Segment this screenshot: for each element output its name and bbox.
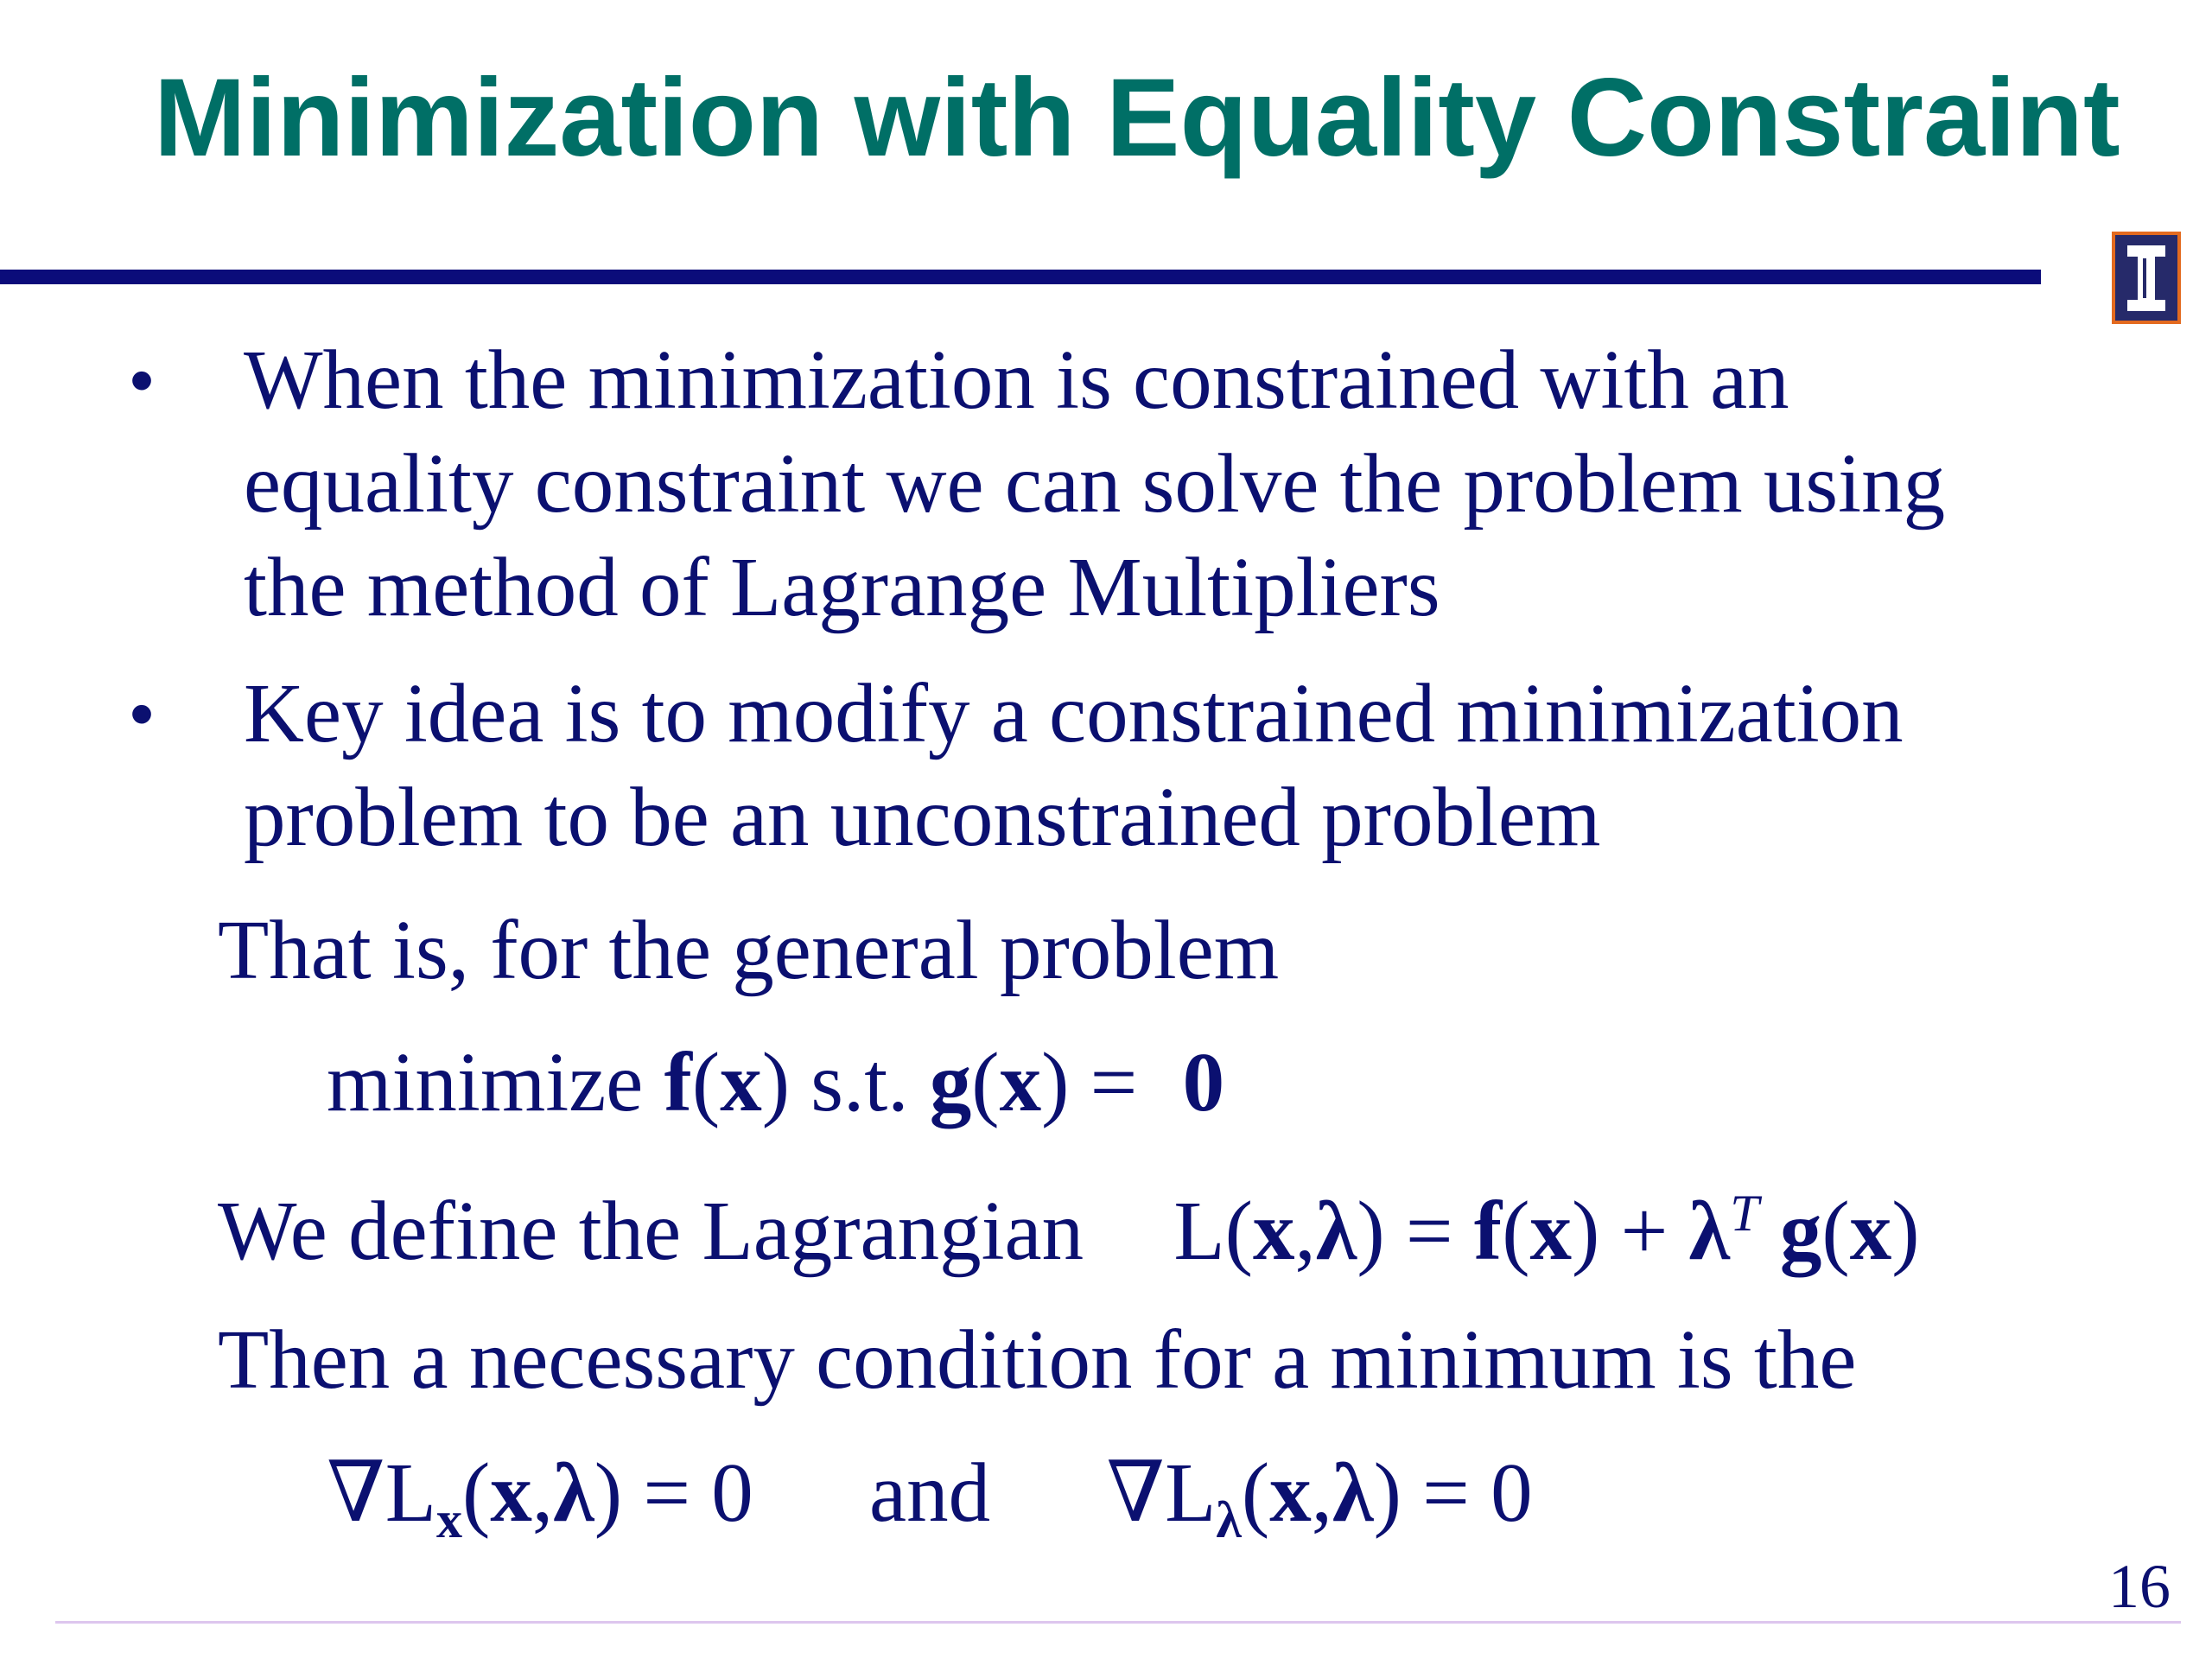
bullet-marker: •	[130, 675, 155, 752]
plus-sign: +	[1620, 1185, 1669, 1277]
lambda-symbol: λ	[553, 1446, 594, 1539]
variable-x: x	[490, 1446, 532, 1539]
transpose-T: T	[1730, 1184, 1759, 1243]
subject-to: s.t.	[810, 1036, 909, 1128]
page-number: 16	[2108, 1552, 2171, 1621]
gradient-L: ∇L	[327, 1446, 436, 1539]
constraint-g: g	[929, 1036, 972, 1128]
general-problem-intro: That is, for the general problem	[218, 904, 1280, 996]
minimize-word: minimize	[327, 1036, 644, 1128]
lambda-symbol: λ	[1332, 1446, 1374, 1539]
variable-x: x	[1849, 1185, 1892, 1277]
variable-x: x	[720, 1036, 762, 1128]
bullet-text: Key idea is to modify a constrained minimization problem to be an unconstrained problem	[244, 667, 1904, 863]
necessary-condition-intro: Then a necessary condition for a minimum is the	[218, 1313, 1857, 1406]
slide-title: Minimization with Equality Constraint	[154, 56, 2120, 180]
minimize-equation: minimize f(x) s.t. g(x) = 0	[327, 1036, 1225, 1128]
zero-vector: 0	[1182, 1036, 1225, 1128]
and-word: and	[869, 1446, 991, 1539]
subscript-x: x	[435, 1491, 463, 1550]
footer-divider	[55, 1621, 2181, 1624]
gradient-L: ∇L	[1106, 1446, 1217, 1539]
define-text: We define the Lagrangian	[218, 1185, 1084, 1277]
equals-zero: = 0	[643, 1446, 753, 1539]
lagrangian-definition: We define the Lagrangian $L(x,\lambda) = f(x) + \lambda^T$ g(x)	[218, 1184, 1920, 1277]
variable-x: x	[1269, 1446, 1312, 1539]
bullet-item-key-idea	[130, 662, 2039, 869]
variable-x: x	[1252, 1185, 1295, 1277]
illinois-block-i-logo-icon	[2112, 232, 2181, 324]
bullet-text: When the minimization is constrained with an equality constraint we can solve the problem using the method of Lagrange Multipliers	[244, 334, 1946, 633]
block-i-glyph	[2115, 235, 2177, 321]
constraint-g: g	[1779, 1185, 1822, 1277]
variable-x: x	[999, 1036, 1042, 1128]
objective-f: f	[1473, 1185, 1503, 1277]
equals-zero: = 0	[1422, 1446, 1533, 1539]
lambda-symbol: λ	[1315, 1185, 1357, 1277]
lagrangian-L: L	[1173, 1185, 1225, 1277]
title-divider	[0, 270, 2041, 284]
necessary-condition-equations: $\nabla L_x(x,\lambda) = 0$ and $\nabla L_\lambda(x,\lambda) = 0$	[327, 1446, 1533, 1550]
equals-sign: =	[1090, 1036, 1138, 1128]
bullet-marker: •	[130, 341, 155, 418]
variable-x: x	[1529, 1185, 1573, 1277]
equals-sign: =	[1405, 1185, 1453, 1277]
bullet-item-lagrange-method	[130, 328, 2039, 639]
subscript-lambda: λ	[1216, 1491, 1242, 1550]
lambda-symbol: λ	[1688, 1185, 1731, 1277]
objective-f: f	[664, 1036, 692, 1128]
